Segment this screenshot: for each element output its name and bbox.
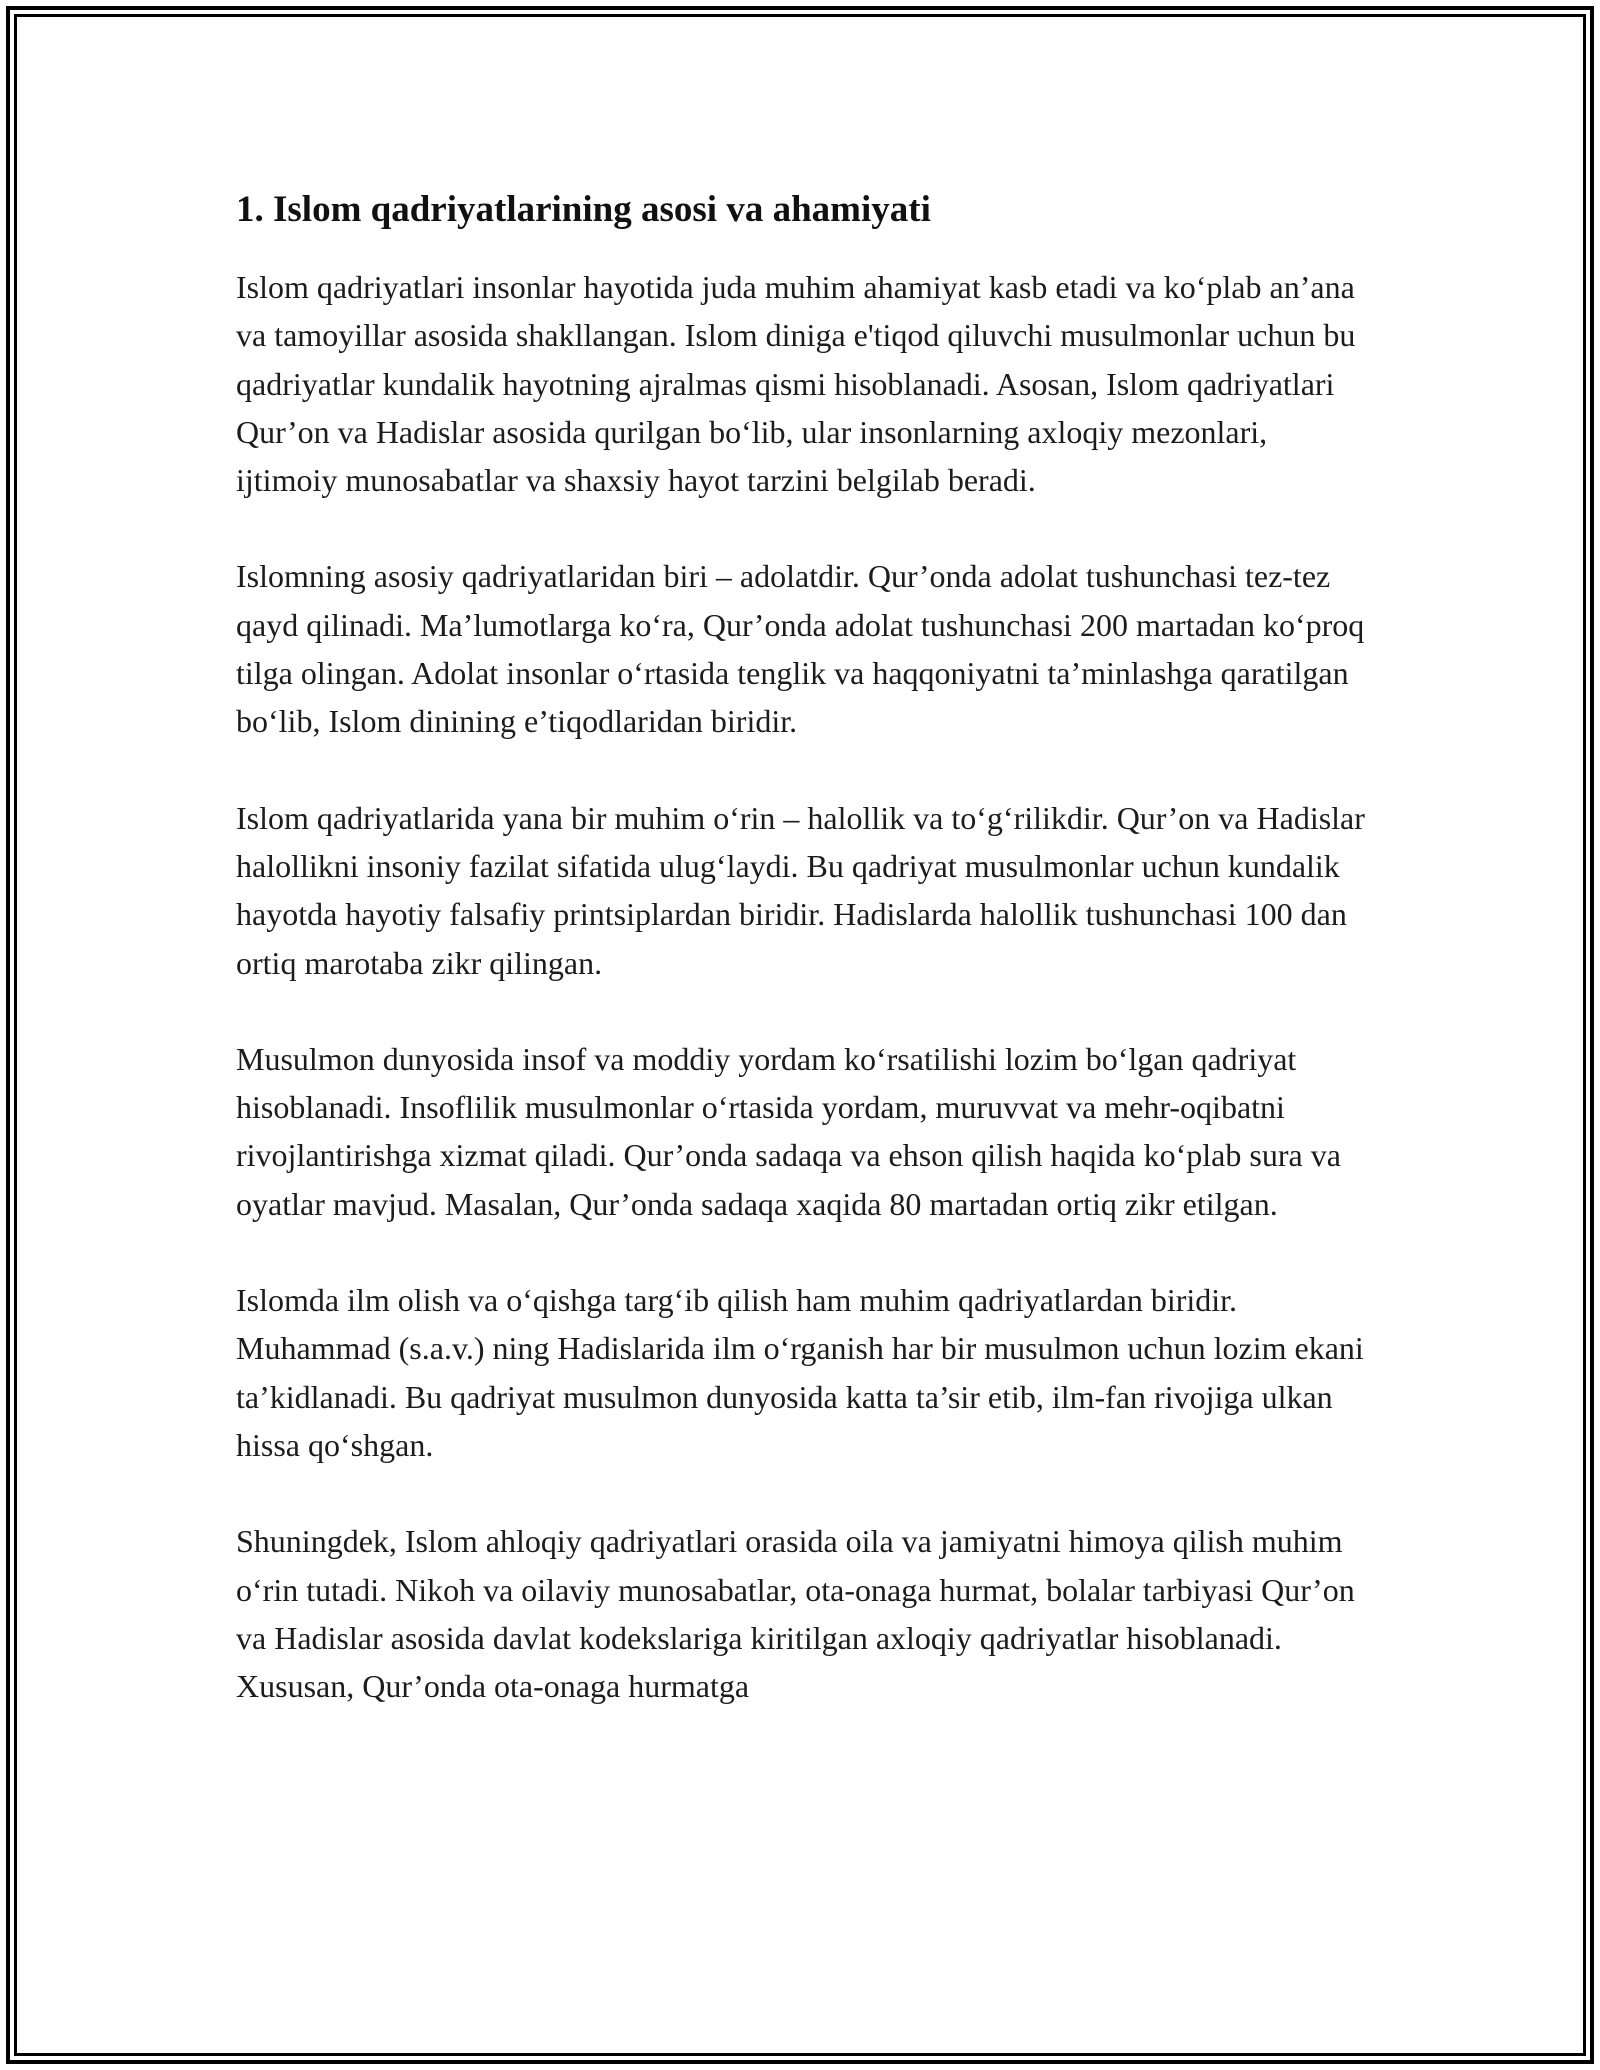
document-body (236, 185, 1366, 1758)
paragraph-6: Shuningdek, Islom ahloqiy qadriyatlari orasida oila va jamiyatni himoya qilish muhim o‘rin tutadi. Nikoh va oilaviy munosabatlar, ota-onaga hurmat, bolalar tarbiyasi Qur’on va Hadislar asosida davlat kodekslariga kiritilgan axloqiy qadriyatlar hisoblanadi. Xususan, Qur’onda ota-onaga hurmatga (236, 1523, 1355, 1705)
paragraph-2: Islomning asosiy qadriyatlaridan biri – adolatdir. Qur’onda adolat tushunchasi tez-tez qayd qilinadi. Ma’lumotlarga ko‘ra, Qur’onda adolat tushunchasi 200 martadan ko‘proq tilga olingan. Adolat insonlar o‘rtasida tenglik va haqqoniyatni ta’minlashga qaratilgan bo‘lib, Islom dinining e’tiqodlaridan biridir. (236, 558, 1365, 740)
paragraph-1: Islom qadriyatlari insonlar hayotida juda muhim ahamiyat kasb etadi va ko‘plab an’ana va tamoyillar asosida shakllangan. Islom diniga e'tiqod qiluvchi musulmonlar uchun bu qadriyatlar kundalik hayotning ajralmas qismi hisoblanadi. Asosan, Islom qadriyatlari Qur’on va Hadislar asosida qurilgan bo‘lib, ular insonlarning axloqiy mezonlari, ijtimoiy munosabatlar va shaxsiy hayot tarzini belgilab beradi. (236, 269, 1356, 499)
paragraph-3: Islom qadriyatlarida yana bir muhim o‘rin – halollik va to‘g‘rilikdir. Qur’on va Hadislar halollikni insoniy fazilat sifatida ulug‘laydi. Bu qadriyat musulmonlar uchun kundalik hayotda hayotiy falsafiy printsiplardan biridir. Hadislarda halollik tushunchasi 100 dan ortiq marotaba zikr qilingan. (236, 799, 1365, 981)
paragraph-4: Musulmon dunyosida insof va moddiy yordam ko‘rsatilishi lozim bo‘lgan qadriyat hisoblanadi. Insoflilik musulmonlar o‘rtasida yordam, muruvvat va mehr-oqibatni rivojlantirishga xizmat qiladi. Qur’onda sadaqa va ehson qilish haqida ko‘plab sura va oyatlar mavjud. Masalan, Qur’onda sadaqa xaqida 80 martadan ortiq zikr etilgan. (236, 1040, 1341, 1222)
paragraph-5: Islomda ilm olish va o‘qishga targ‘ib qilish ham muhim qadriyatlardan biridir. Muhammad (s.a.v.) ning Hadislarida ilm o‘rganish har bir musulmon uchun lozim ekani ta’kidlanadi. Bu qadriyat musulmon dunyosida katta ta’sir etib, ilm-fan rivojiga ulkan hissa qo‘shgan. (236, 1282, 1364, 1463)
section-heading: 1. Islom qadriyatlarining asosi va ahamiyati (236, 189, 931, 230)
